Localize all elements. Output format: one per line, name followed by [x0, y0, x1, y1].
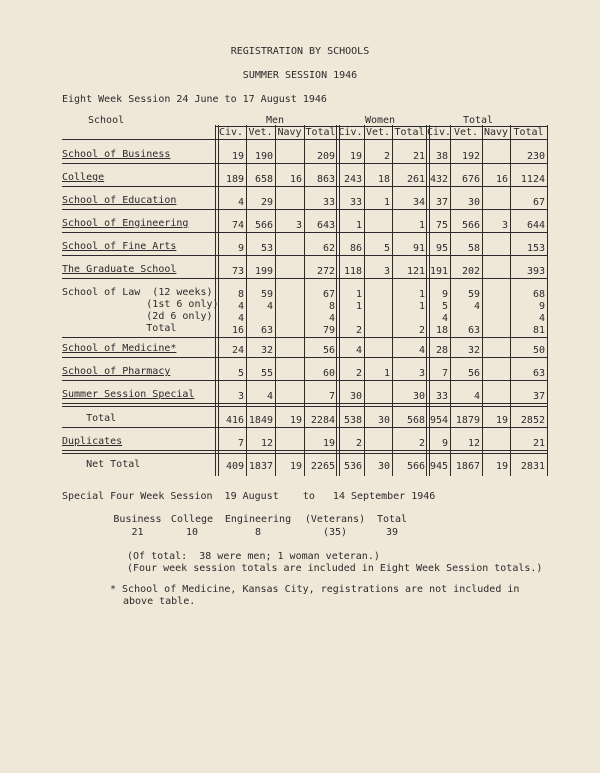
table-cell: 19 — [322, 438, 335, 449]
special-header: College — [170, 514, 214, 525]
column-header: Vet. — [453, 127, 479, 138]
table-cell: 153 — [526, 243, 545, 254]
table-cell: 74 — [231, 220, 244, 231]
table-cell: 4 — [441, 313, 448, 324]
row-label: (2d 6 only) — [62, 311, 213, 322]
table-cell: 60 — [322, 368, 335, 379]
table-cell: 12 — [467, 438, 480, 449]
note-total: (Of total: 38 were men; 1 woman veteran.) — [127, 551, 380, 562]
special-session-line: Special Four Week Session 19 August to 14 September 1946 — [62, 491, 436, 502]
row-rule — [62, 427, 547, 428]
column-rule — [547, 125, 548, 476]
table-cell: 19 — [495, 461, 508, 472]
table-cell: 9 — [538, 301, 545, 312]
group-women: Women — [364, 115, 396, 126]
column-header: Navy — [483, 127, 509, 138]
table-cell: 272 — [316, 266, 335, 277]
table-cell: 4 — [473, 301, 480, 312]
table-cell: 32 — [260, 345, 273, 356]
table-cell: 67 — [322, 289, 335, 300]
table-cell: 34 — [412, 197, 425, 208]
table-cell: 4 — [418, 345, 425, 356]
school-header: School — [88, 115, 125, 126]
row-rule — [62, 403, 547, 407]
table-cell: 8 — [328, 301, 335, 312]
table-cell: 18 — [435, 325, 448, 336]
table-cell: 81 — [532, 325, 545, 336]
table-cell: 4 — [266, 301, 273, 312]
row-label: (1st 6 only) — [62, 299, 219, 310]
row-rule — [62, 209, 547, 210]
row-label: Net Total — [62, 459, 141, 470]
page-subtitle: SUMMER SESSION 1946 — [242, 70, 358, 81]
table-cell: 192 — [461, 151, 480, 162]
column-header: Navy — [277, 127, 302, 138]
table-cell: 56 — [322, 345, 335, 356]
table-cell: 568 — [406, 415, 425, 426]
row-rule — [62, 163, 547, 164]
table-cell: 658 — [254, 174, 273, 185]
column-header: Civ. — [427, 127, 452, 138]
table-cell: 643 — [316, 220, 335, 231]
special-header: Total — [376, 514, 408, 525]
table-cell: 38 — [435, 151, 448, 162]
footnote-medicine: * School of Medicine, Kansas City, registrations are not included in — [110, 584, 520, 595]
table-cell: 5 — [441, 301, 448, 312]
table-cell: 33 — [435, 391, 448, 402]
table-cell: 58 — [467, 243, 480, 254]
row-rule — [62, 232, 547, 233]
table-cell: 33 — [322, 197, 335, 208]
table-cell: 30 — [349, 391, 362, 402]
session-line: Eight Week Session 24 June to 17 August 1946 — [62, 94, 327, 105]
table-cell: 50 — [532, 345, 545, 356]
column-header: Total — [305, 127, 336, 138]
table-cell: 16 — [289, 174, 302, 185]
table-cell: 676 — [461, 174, 480, 185]
table-cell: 29 — [260, 197, 273, 208]
table-cell: 75 — [435, 220, 448, 231]
special-value: 8 — [254, 527, 262, 538]
table-cell: 1 — [418, 289, 425, 300]
table-cell: 261 — [406, 174, 425, 185]
table-cell: 191 — [429, 266, 448, 277]
table-cell: 121 — [406, 266, 425, 277]
table-cell: 16 — [495, 174, 508, 185]
table-cell: 19 — [349, 151, 362, 162]
table-cell: 63 — [467, 325, 480, 336]
column-header: Civ. — [218, 127, 244, 138]
table-cell: 1849 — [248, 415, 273, 426]
column-header: Vet. — [365, 127, 391, 138]
special-header: Engineering — [224, 514, 292, 525]
table-cell: 538 — [343, 415, 362, 426]
table-cell: 28 — [435, 345, 448, 356]
column-header: Total — [513, 127, 544, 138]
table-cell: 3 — [418, 368, 425, 379]
table-cell: 59 — [260, 289, 273, 300]
special-header: (Veterans) — [304, 514, 366, 525]
table-cell: 63 — [532, 368, 545, 379]
table-cell: 2 — [418, 438, 425, 449]
table-cell: 4 — [355, 345, 362, 356]
table-cell: 3 — [295, 220, 302, 231]
table-cell: 393 — [526, 266, 545, 277]
table-cell: 24 — [231, 345, 244, 356]
row-rule — [62, 255, 547, 256]
row-rule — [62, 337, 547, 338]
table-cell: 4 — [237, 313, 244, 324]
table-cell: 59 — [467, 289, 480, 300]
row-rule — [62, 357, 547, 358]
table-cell: 1 — [383, 197, 390, 208]
table-cell: 37 — [435, 197, 448, 208]
column-header: Civ. — [338, 127, 363, 138]
table-cell: 1 — [418, 301, 425, 312]
table-cell: 32 — [467, 345, 480, 356]
row-rule — [62, 450, 547, 454]
table-cell: 19 — [495, 415, 508, 426]
table-cell: 33 — [349, 197, 362, 208]
table-cell: 86 — [349, 243, 362, 254]
table-cell: 4 — [538, 313, 545, 324]
row-rule — [62, 278, 547, 279]
row-label: The Graduate School — [62, 264, 177, 275]
table-cell: 53 — [260, 243, 273, 254]
table-cell: 1 — [355, 301, 362, 312]
group-men: Men — [265, 115, 285, 126]
table-cell: 3 — [237, 391, 244, 402]
table-cell: 79 — [322, 325, 335, 336]
table-cell: 2 — [383, 151, 390, 162]
table-cell: 95 — [435, 243, 448, 254]
table-cell: 91 — [412, 243, 425, 254]
table-cell: 1 — [383, 368, 390, 379]
table-cell: 644 — [526, 220, 545, 231]
footnote-medicine-cont: above table. — [123, 596, 196, 607]
table-cell: 4 — [266, 391, 273, 402]
table-cell: 2284 — [310, 415, 335, 426]
note-included: (Four week session totals are included in Eight Week Session totals.) — [127, 563, 543, 574]
table-cell: 30 — [467, 197, 480, 208]
row-rule — [62, 380, 547, 381]
table-cell: 1 — [418, 220, 425, 231]
table-cell: 2 — [355, 368, 362, 379]
table-cell: 2831 — [520, 461, 545, 472]
table-cell: 9 — [237, 243, 244, 254]
table-cell: 37 — [532, 391, 545, 402]
row-label: College — [62, 172, 105, 183]
table-cell: 209 — [316, 151, 335, 162]
table-cell: 9 — [441, 289, 448, 300]
row-label: Summer Session Special — [62, 389, 195, 400]
row-label: School of Business — [62, 149, 171, 160]
page-title: REGISTRATION BY SCHOOLS — [230, 46, 370, 57]
table-cell: 863 — [316, 174, 335, 185]
table-cell: 416 — [225, 415, 244, 426]
table-cell: 4 — [237, 197, 244, 208]
table-cell: 21 — [412, 151, 425, 162]
table-cell: 1879 — [455, 415, 480, 426]
group-total: Total — [462, 115, 494, 126]
table-cell: 1 — [355, 289, 362, 300]
special-value: 39 — [385, 527, 399, 538]
table-cell: 7 — [237, 438, 244, 449]
table-cell: 56 — [467, 368, 480, 379]
table-cell: 202 — [461, 266, 480, 277]
table-cell: 19 — [289, 461, 302, 472]
row-label: School of Medicine* — [62, 343, 177, 354]
table-cell: 4 — [473, 391, 480, 402]
column-header: Vet. — [248, 127, 273, 138]
row-label: Total — [62, 413, 117, 424]
table-cell: 945 — [429, 461, 448, 472]
table-cell: 2265 — [310, 461, 335, 472]
table-cell: 73 — [231, 266, 244, 277]
header-rule-top — [216, 126, 547, 127]
row-label: School of Law (12 weeks) — [62, 287, 213, 298]
row-rule — [62, 186, 547, 187]
table-cell: 2 — [355, 438, 362, 449]
table-cell: 9 — [441, 438, 448, 449]
table-cell: 432 — [429, 174, 448, 185]
table-cell: 5 — [237, 368, 244, 379]
table-cell: 67 — [532, 197, 545, 208]
table-cell: 566 — [406, 461, 425, 472]
column-header: Total — [394, 127, 425, 138]
table-cell: 62 — [322, 243, 335, 254]
table-cell: 409 — [225, 461, 244, 472]
table-cell: 2 — [418, 325, 425, 336]
table-cell: 1124 — [520, 174, 545, 185]
row-label: Total — [62, 323, 177, 334]
table-cell: 68 — [532, 289, 545, 300]
table-cell: 3 — [383, 266, 390, 277]
table-cell: 5 — [383, 243, 390, 254]
table-cell: 3 — [501, 220, 508, 231]
table-cell: 2852 — [520, 415, 545, 426]
table-cell: 954 — [429, 415, 448, 426]
table-cell: 4 — [237, 301, 244, 312]
table-cell: 7 — [328, 391, 335, 402]
table-cell: 2 — [355, 325, 362, 336]
table-cell: 566 — [461, 220, 480, 231]
table-cell: 30 — [377, 415, 390, 426]
table-cell: 199 — [254, 266, 273, 277]
row-label: School of Engineering — [62, 218, 189, 229]
table-cell: 16 — [231, 325, 244, 336]
table-cell: 30 — [377, 461, 390, 472]
table-cell: 63 — [260, 325, 273, 336]
special-header: Business — [113, 514, 162, 525]
table-cell: 8 — [237, 289, 244, 300]
row-label: School of Education — [62, 195, 177, 206]
table-cell: 566 — [254, 220, 273, 231]
table-cell: 1867 — [455, 461, 480, 472]
row-label: Duplicates — [62, 436, 123, 447]
table-cell: 4 — [328, 313, 335, 324]
special-value: 10 — [185, 527, 199, 538]
table-cell: 536 — [343, 461, 362, 472]
table-cell: 7 — [441, 368, 448, 379]
row-label: School of Pharmacy — [62, 366, 171, 377]
table-cell: 18 — [377, 174, 390, 185]
table-cell: 118 — [343, 266, 362, 277]
special-value: (35) — [322, 527, 348, 538]
row-label: School of Fine Arts — [62, 241, 177, 252]
table-cell: 189 — [225, 174, 244, 185]
table-cell: 243 — [343, 174, 362, 185]
table-cell: 21 — [532, 438, 545, 449]
table-cell: 55 — [260, 368, 273, 379]
special-value: 21 — [131, 527, 144, 538]
table-cell: 230 — [526, 151, 545, 162]
table-cell: 30 — [412, 391, 425, 402]
table-cell: 190 — [254, 151, 273, 162]
table-cell: 1 — [355, 220, 362, 231]
table-cell: 1837 — [248, 461, 273, 472]
table-cell: 12 — [260, 438, 273, 449]
table-cell: 19 — [231, 151, 244, 162]
table-cell: 19 — [289, 415, 302, 426]
